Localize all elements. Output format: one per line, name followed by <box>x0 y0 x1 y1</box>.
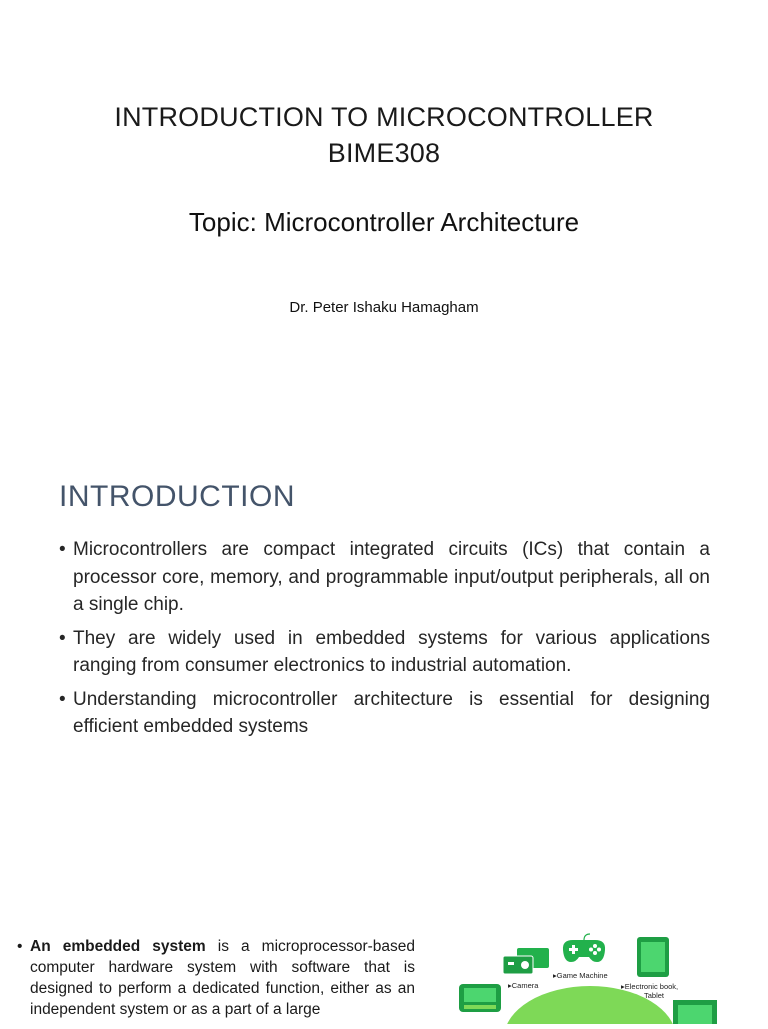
device-icon <box>673 1000 717 1024</box>
bullet-marker: • <box>59 688 66 710</box>
bullet-marker: • <box>59 627 66 649</box>
author-name: Dr. Peter Ishaku Hamagham <box>289 299 479 316</box>
phone-icon <box>459 984 501 1012</box>
list-item <box>59 686 710 741</box>
tablet-label: Tablet <box>644 991 665 1000</box>
camera-icon <box>503 948 549 974</box>
camera-label: ▸Camera <box>508 981 539 990</box>
term-embedded-system: An embedded system <box>30 938 206 955</box>
game-machine-label: ▸Game Machine <box>553 971 608 980</box>
bullet-text: Microcontrollers are compact integrated circuits (ICs) that contain a processor core, memory, and programmable input/output peripherals, all on a single chip. <box>73 539 710 615</box>
slide-heading: INTRODUCTION <box>59 480 295 513</box>
course-title: INTRODUCTION TO MICROCONTROLLER <box>114 102 654 132</box>
course-code: BIME308 <box>327 138 441 168</box>
embedded-system-slide <box>0 928 768 1024</box>
bullet-list <box>59 536 710 747</box>
bullet-marker: • <box>59 539 66 560</box>
bullet-text: They are widely used in embedded systems for various applications ranging from consumer electronics to industrial automation. <box>73 627 710 676</box>
game-controller-icon <box>563 934 605 962</box>
introduction-slide <box>0 470 768 890</box>
title-slide <box>0 0 768 440</box>
definition-paragraph <box>30 936 415 1020</box>
bullet-marker: • <box>17 938 23 955</box>
embedded-devices-diagram <box>445 928 768 1024</box>
ebook-label: ▸Electronic book, <box>621 982 679 991</box>
bullet-text: Understanding microcontroller architecture is essential for designing efficient embedded systems <box>73 688 710 737</box>
embedded-system-definition <box>17 936 415 1020</box>
topic-title: Topic: Microcontroller Architecture <box>188 207 580 237</box>
list-item <box>59 625 710 680</box>
tablet-icon <box>637 937 669 977</box>
list-item <box>59 536 710 619</box>
definition-text: is a microprocessor-based computer hardware system with software that is designed to perform a dedicated function, either as an independent system or as a part of a large <box>30 938 415 1018</box>
